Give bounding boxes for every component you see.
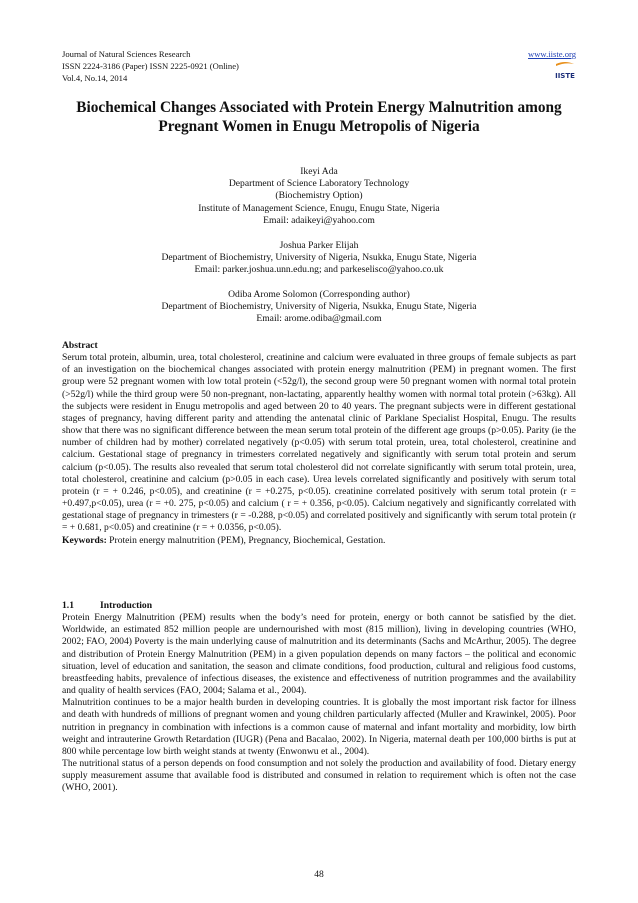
author-email: Email: adaikeyi@yahoo.com [263,214,375,226]
author-affiliation: Institute of Management Science, Enugu, Enugu State, Nigeria [198,202,440,214]
journal-volume: Vol.4, No.14, 2014 [62,73,128,84]
logo-text: IISTE [555,72,575,80]
keywords [62,535,576,547]
author-email: Email: arome.odiba@gmail.com [256,313,382,325]
paper-title: Biochemical Changes Associated with Protein Energy Malnutrition among Pregnant Women in Enugu Metropolis of Nigeria [76,99,562,135]
abstract-heading: Abstract [62,340,98,351]
introduction-section [62,600,576,795]
paragraph: Malnutrition continues to be a major health burden in developing countries. It is globally the most important risk factor for illness and death with hundreds of millions of pregnant women and young children particularly affected (Muller and Krawinkel, 2005). Poor nutrition in pregnancy in combination with infections is a common cause of maternal and infant mortality and morbidity, low birth weight and intrauterine Growth Retardation (IUGR) (Pena and Bacalao, 2002). In Nigeria, maternal death per 100,000 births is put at 800 while percentage low birth weight stands at twenty (Enwonwu et al., 2004). [62,697,576,757]
journal-header [62,48,576,85]
author-name: Ikeyi Ada [300,166,338,177]
abstract-text: Serum total protein, albumin, urea, total cholesterol, creatinine and calcium were evaluated in three groups of female subjects as part of an investigation on the biochemical changes associated with protein energy malnutrition (PEM) in pregnant women. The first group were 52 pregnant women with low total protein (<52g/l), the second group were 50 pregnant women with normal total protein (>52g/l) while the third group were 50 non-pregnant, non-lactating, apparently healthy women with normal total protein (>63kg). All the subjects were resident in Enugu metropolis and aged between 20 to 40 years. The pregnant subjects were in different gestational stages of pregnancy, having different parity and attending the antenatal clinic of Parklane Specialist Hospital, Enugu. The results show that there was no significant difference between the mean serum total protein of the different age groups (p>0.05). Parity (ie the number of children had by mother) correlated negatively (p<0.05) with serum total protein, urea, total cholesterol, creatinine and calcium. Gestational stage of pregnancy in trimesters correlated negatively and significantly with serum total protein and serum calcium (p<0.05). The results also revealed that serum total cholesterol did not correlate significantly with serum total protein, urea, total cholesterol, creatinine and calcium (p>0.05 in each case). Urea levels correlated significantly and positively with serum total protein (r = + 0.246, p<0.05), and creatinine (r = +0.275, p<0.05). creatinine correlated positively with serum total protein (r = +0.497,p<0.05), urea (r = +0. 275, p<0.05) and calcium ( r = + 0.356, p<0.05). Calcium negatively and significantly correlated with gestational stage of pregnancy in trimesters (r = -0.288, p<0.05) and correlated positively and significantly with serum total protein (r = + 0.681, p<0.05) and creatinine (r = + 0.0356, p<0.05). [62,352,576,534]
author-affiliation: Department of Biochemistry, University of Nigeria, Nsukka, Enugu State, Nigeria [161,301,477,313]
paragraph: Protein Energy Malnutrition (PEM) results when the body’s need for protein, energy or both cannot be satisfied by the diet. Worldwide, an estimated 852 million people are undernourished with most (815 million), living in developing countries (WHO, 2002; FAO, 2004) Poverty is the main underlying cause of malnutrition and its determinants (Sachs and McArthur, 2005). The degree and distribution of Protein Energy Malnutrition (PEM) in a given population depends on many factors – the political and economic situation, level of education and sanitation, the season and climate conditions, food production, cultural and religious food customs, breastfeeding habits, prevalence of infectious diseases, the existence and effectiveness of nutrition programmes and the availability and quality of health services (FAO, 2004; Salama et al., 2004). [62,612,576,697]
keywords-label: Keywords: [62,534,107,546]
abstract-section [62,340,576,547]
page-number: 48 [314,869,324,880]
journal-issn: ISSN 2224-3186 (Paper) ISSN 2225-0921 (Online) [62,61,239,72]
keywords-text: Protein energy malnutrition (PEM), Pregnancy, Biochemical, Gestation. [106,534,386,546]
author-affiliation: Department of Science Laboratory Technology [228,178,410,190]
author-email: Email: parker.joshua.unn.edu.ng; and parkeselisco@yahoo.co.uk [194,264,444,276]
author-block-1 [62,166,576,227]
paragraph: The nutritional status of a person depends on food consumption and not solely the production and availability of food. Dietary energy supply measurement assume that available food is distributed and consumed in relation to requirement which is often not the case (WHO, 2001). [62,758,576,794]
author-block-3 [62,289,576,326]
author-affiliation: Department of Biochemistry, University of Nigeria, Nsukka, Enugu State, Nigeria [161,252,477,264]
journal-name: Journal of Natural Sciences Research [62,49,191,59]
journal-url-link[interactable]: www.iiste.org [528,49,576,59]
section-title: Introduction [100,600,153,611]
iiste-logo [554,61,576,83]
author-name: Odiba Arome Solomon (Corresponding author) [228,289,410,300]
section-heading [62,600,576,612]
section-number: 1.1 [62,600,74,611]
author-affiliation: (Biochemistry Option) [275,190,363,202]
author-name: Joshua Parker Elijah [279,240,359,251]
author-block-2 [62,240,576,277]
